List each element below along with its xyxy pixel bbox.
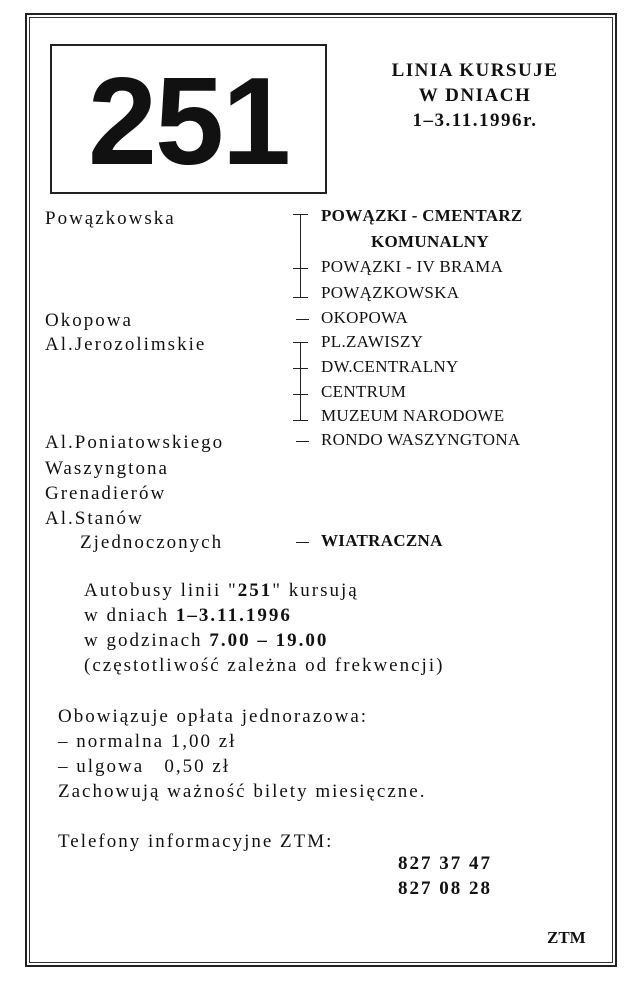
stop-centrum: CENTRUM bbox=[321, 382, 407, 401]
route-tick bbox=[293, 268, 308, 269]
stop-powazki-cmentarz: POWĄZKI - CMENTARZ bbox=[321, 206, 523, 225]
street-powazkowska: Powązkowska bbox=[45, 208, 176, 229]
street-al-stanow: Al.Stanów bbox=[45, 508, 144, 529]
service-days-notice bbox=[365, 58, 585, 133]
street-al-jerozolimskie: Al.Jerozolimskie bbox=[45, 334, 207, 355]
route-dash bbox=[296, 319, 309, 320]
schedule-line-1-suffix: " kursują bbox=[272, 580, 359, 601]
stop-pl-zawiszy: PL.ZAWISZY bbox=[321, 332, 424, 351]
phones-title: Telefony informacyjne ZTM: bbox=[58, 831, 334, 852]
route-tick bbox=[293, 394, 308, 395]
route-connector-line-2 bbox=[300, 342, 301, 421]
service-days-line-1: LINIA KURSUJE bbox=[391, 60, 559, 81]
schedule-hours: 7.00 – 19.00 bbox=[209, 630, 329, 651]
stop-powazkowska: POWĄZKOWSKA bbox=[321, 283, 460, 302]
stop-okopowa: OKOPOWA bbox=[321, 308, 409, 327]
street-zjednoczonych: Zjednoczonych bbox=[80, 532, 224, 553]
street-waszyngtona: Waszyngtona bbox=[45, 458, 169, 479]
street-grenadierow: Grenadierów bbox=[45, 483, 167, 504]
street-al-poniatowskiego: Al.Poniatowskiego bbox=[45, 432, 225, 453]
route-number-box bbox=[50, 44, 327, 194]
service-days-line-3: 1–3.11.1996r. bbox=[412, 110, 538, 131]
schedule-line-3-prefix: w godzinach bbox=[84, 630, 210, 651]
stop-powazki-iv-brama: POWĄZKI - IV BRAMA bbox=[321, 257, 504, 276]
route-dash bbox=[296, 542, 309, 543]
route-dash bbox=[296, 441, 309, 442]
route-tick bbox=[293, 368, 308, 369]
fares-note: Zachowują ważność bilety miesięczne. bbox=[58, 781, 427, 802]
route-connector-line-1 bbox=[300, 214, 301, 298]
stop-wiatraczna: WIATRACZNA bbox=[321, 531, 443, 550]
route-number: 251 bbox=[88, 53, 289, 191]
stop-dw-centralny: DW.CENTRALNY bbox=[321, 357, 459, 376]
fare-reduced: – ulgowa 0,50 zł bbox=[58, 756, 231, 777]
schedule-line-4: (częstotliwość zależna od frekwencji) bbox=[84, 655, 445, 676]
stop-rondo-waszyngtona: RONDO WASZYNGTONA bbox=[321, 430, 521, 449]
fares-title: Obowiązuje opłata jednorazowa: bbox=[58, 706, 369, 727]
service-days-line-2: W DNIACH bbox=[418, 85, 532, 106]
route-tick bbox=[293, 342, 308, 343]
schedule-line-1 bbox=[84, 580, 359, 602]
schedule-dates: 1–3.11.1996 bbox=[175, 605, 292, 626]
street-okopowa: Okopowa bbox=[45, 310, 133, 331]
fare-normal: – normalna 1,00 zł bbox=[58, 731, 237, 752]
route-tick bbox=[293, 214, 308, 215]
schedule-line-2-prefix: w dniach bbox=[84, 605, 176, 626]
phone-number-1: 827 37 47 bbox=[398, 853, 492, 874]
route-tick bbox=[293, 420, 308, 421]
schedule-route: 251 bbox=[237, 580, 273, 601]
schedule-line-1-prefix: Autobusy linii " bbox=[84, 580, 238, 601]
stop-muzeum-narodowe: MUZEUM NARODOWE bbox=[321, 406, 505, 425]
stop-komunalny: KOMUNALNY bbox=[371, 232, 489, 251]
schedule-line-3 bbox=[84, 630, 328, 652]
schedule-line-2 bbox=[84, 605, 292, 627]
phone-number-2: 827 08 28 bbox=[398, 878, 492, 899]
ztm-signature: ZTM bbox=[547, 928, 586, 947]
route-tick bbox=[293, 297, 308, 298]
